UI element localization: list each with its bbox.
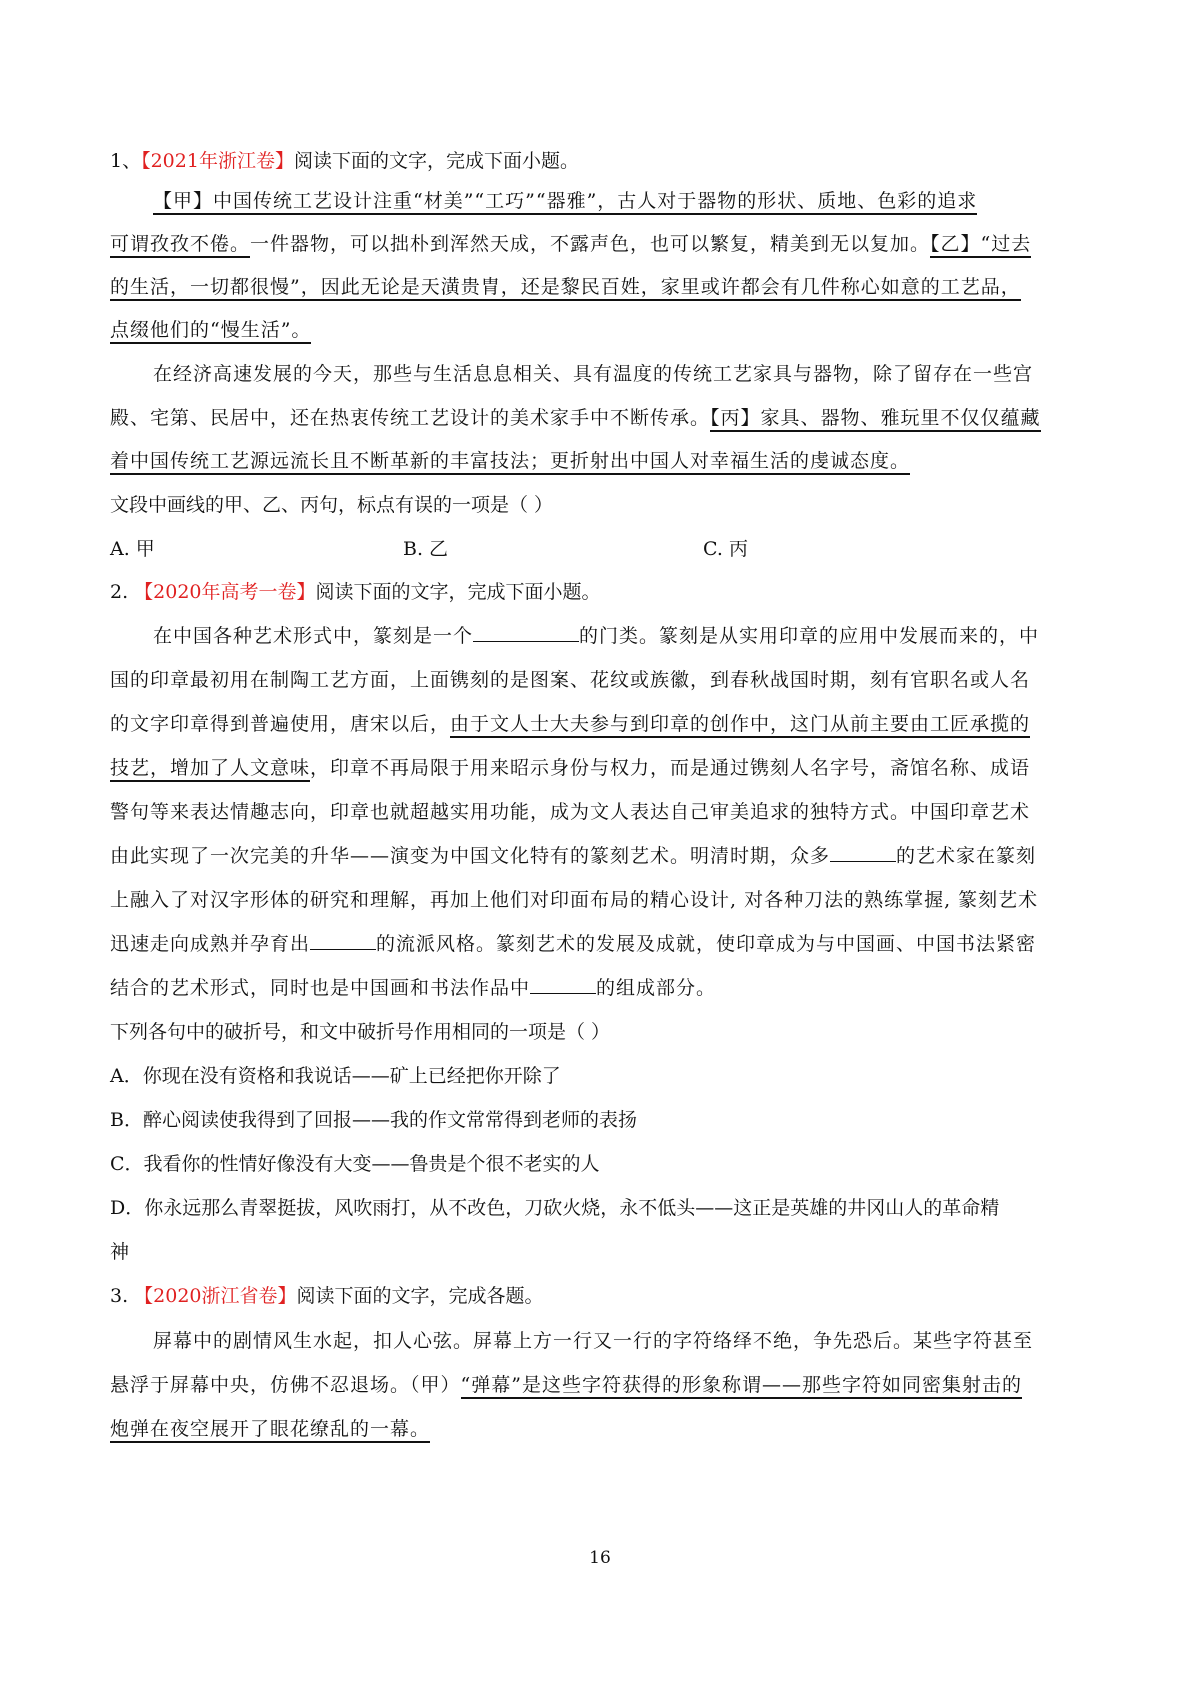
q2-intro: 阅读下面的文字，完成下面小题。 — [315, 581, 601, 603]
q1-p2-line3 — [110, 446, 910, 473]
q1-option-b: B. 乙 — [403, 538, 449, 560]
q2-line8 — [110, 929, 1036, 956]
q2-option-c: C．我看你的性情好像没有大变——鲁贵是个很不老实的人 — [110, 1153, 600, 1175]
q3-underlined-sentence-part2: 炮弹在夜空展开了眼花缭乱的一幕。 — [110, 1418, 430, 1443]
q2-text: 由此实现了一次完美的升华——演变为中国文化特有的篆刻艺术。明清时期，众多 — [110, 845, 831, 867]
q2-line5: 警句等来表达情趣志向，印章也就超越实用功能，成为文人表达自己审美追求的独特方式。中国印章艺术 — [110, 801, 1031, 823]
q2-text: ，印章不再局限于用来昭示身份与权力，而是通过镌刻人名字号，斋馆名称、成语 — [310, 757, 1031, 779]
q1-option-c: C. 丙 — [703, 538, 748, 560]
q2-question: 下列各句中的破折号，和文中破折号作用相同的一项是（ ） — [110, 1021, 611, 1043]
q1-intro: 阅读下面的文字，完成下面小题。 — [293, 150, 579, 172]
q1-sentence-jia-part2: 可谓孜孜不倦。 — [110, 233, 250, 258]
q1-header — [110, 146, 579, 173]
q1-p1-line1 — [153, 186, 977, 213]
q2-blank-3 — [310, 948, 376, 950]
q3-line1: 屏幕中的剧情风生水起，扣人心弦。屏幕上方一行又一行的字符络绎不绝，争先恐后。某些字符甚至 — [153, 1330, 1034, 1352]
q2-line3 — [110, 709, 1030, 736]
q2-text: 的艺术家在篆刻 — [896, 845, 1037, 867]
q1-option-a: A. 甲 — [110, 538, 155, 560]
q2-text: 的流派风格。篆刻艺术的发展及成就，使印章成为与中国画、中国书法紧密 — [376, 933, 1037, 955]
q1-source-tag: 【2021年浙江卷】 — [141, 150, 294, 172]
q2-text: 迅速走向成熟并孕育出 — [110, 933, 311, 955]
q3-intro: 阅读下面的文字，完成各题。 — [296, 1285, 544, 1307]
q3-line3 — [110, 1414, 430, 1441]
q2-blank-2 — [830, 860, 896, 862]
q2-line1 — [153, 621, 1039, 648]
q2-line9 — [110, 973, 716, 1000]
q2-text: 结合的艺术形式，同时也是中国画和书法作品中 — [110, 977, 531, 999]
q1-p1-line3 — [110, 272, 1021, 299]
q2-header — [110, 577, 601, 604]
q3-line2 — [110, 1370, 1022, 1397]
q1-p2-line1: 在经济高速发展的今天，那些与生活息息相关、具有温度的传统工艺家具与器物，除了留存在一些宫 — [153, 363, 1034, 385]
q2-line2: 国的印章最初用在制陶工艺方面，上面镌刻的是图案、花纹或族徽，到春秋战国时期，刻有官职名或人名 — [110, 669, 1031, 691]
q2-text: 的门类。篆刻是从实用印章的应用中发展而来的，中 — [579, 625, 1040, 647]
q3-text: 悬浮于屏幕中央，仿佛不忍退场。（甲） — [110, 1374, 461, 1396]
q2-blank-1 — [473, 640, 579, 642]
q2-option-d-line1: D．你永远那么青翠挺拔，风吹雨打，从不改色，刀砍火烧，永不低头——这正是英雄的井冈山人的革命精 — [110, 1197, 1000, 1219]
q2-underlined-sentence-part1: 由于文人士大夫参与到印章的创作中，这门从前主要由工匠承揽的 — [450, 713, 1030, 738]
q3-underlined-sentence-part1: “弹幕”是这些字符获得的形象称谓——那些字符如同密集射击的 — [461, 1374, 1022, 1399]
q2-line6 — [110, 841, 1036, 868]
q1-question: 文段中画线的甲、乙、丙句，标点有误的一项是（ ） — [110, 494, 554, 516]
q2-number: 2. — [110, 581, 135, 603]
page-number: 16 — [589, 1548, 611, 1568]
q2-option-b: B．醉心阅读使我得到了回报——我的作文常常得到老师的表扬 — [110, 1109, 637, 1131]
q2-line7: 上融入了对汉字形体的研究和理解，再加上他们对印面布局的精心设计, 对各种刀法的熟练掌握, 篆刻艺术 — [110, 889, 1039, 911]
q2-text: 的文字印章得到普遍使用，唐宋以后， — [110, 713, 451, 735]
q3-header — [110, 1281, 544, 1308]
q1-sentence-bing-part2: 着中国传统工艺源远流长且不断革新的丰富技法；更折射出中国人对幸福生活的虔诚态度。 — [110, 450, 910, 475]
q1-sentence-jia-part1: 【甲】中国传统工艺设计注重“材美”“工巧”“器雅”，古人对于器物的形状、质地、色彩的追求 — [153, 190, 977, 215]
q1-p1-line2 — [110, 229, 1031, 256]
q1-p1-plain: 一件器物，可以拙朴到浑然天成，不露声色，也可以繁复，精美到无以复加。 — [250, 233, 931, 255]
q1-sentence-yi-part3: 点缀他们的“慢生活”。 — [110, 319, 311, 344]
q1-number: 1、 — [110, 150, 142, 172]
q1-sentence-bing-part1: 【丙】家具、器物、雅玩里不仅仅蕴藏 — [710, 407, 1041, 432]
q2-option-d-line2: 神 — [110, 1241, 130, 1263]
q3-source-tag: 【2020浙江省卷】 — [134, 1285, 297, 1307]
q1-sentence-yi-part2: 的生活，一切都很慢”，因此无论是天潢贵胄，还是黎民百姓，家里或许都会有几件称心如意的工艺品， — [110, 276, 1021, 301]
q1-p1-line4 — [110, 315, 311, 342]
q2-text: 的组成部分。 — [596, 977, 717, 999]
q2-text: 在中国各种艺术形式中，篆刻是一个 — [153, 625, 474, 647]
q2-source-tag: 【2020年高考一卷】 — [134, 581, 316, 603]
q2-option-a: A．你现在没有资格和我说话——矿上已经把你开除了 — [110, 1065, 561, 1087]
q1-p2-plain: 殿、宅第、民居中，还在热衷传统工艺设计的美术家手中不断传承。 — [110, 407, 711, 429]
q1-sentence-yi-part1: 【乙】“过去 — [930, 233, 1031, 258]
q3-number: 3. — [110, 1285, 135, 1307]
q2-underlined-sentence-part2: 技艺，增加了人文意味 — [110, 757, 310, 782]
q2-blank-4 — [530, 992, 596, 994]
q1-p2-line2 — [110, 403, 1041, 430]
q2-line4 — [110, 753, 1030, 780]
